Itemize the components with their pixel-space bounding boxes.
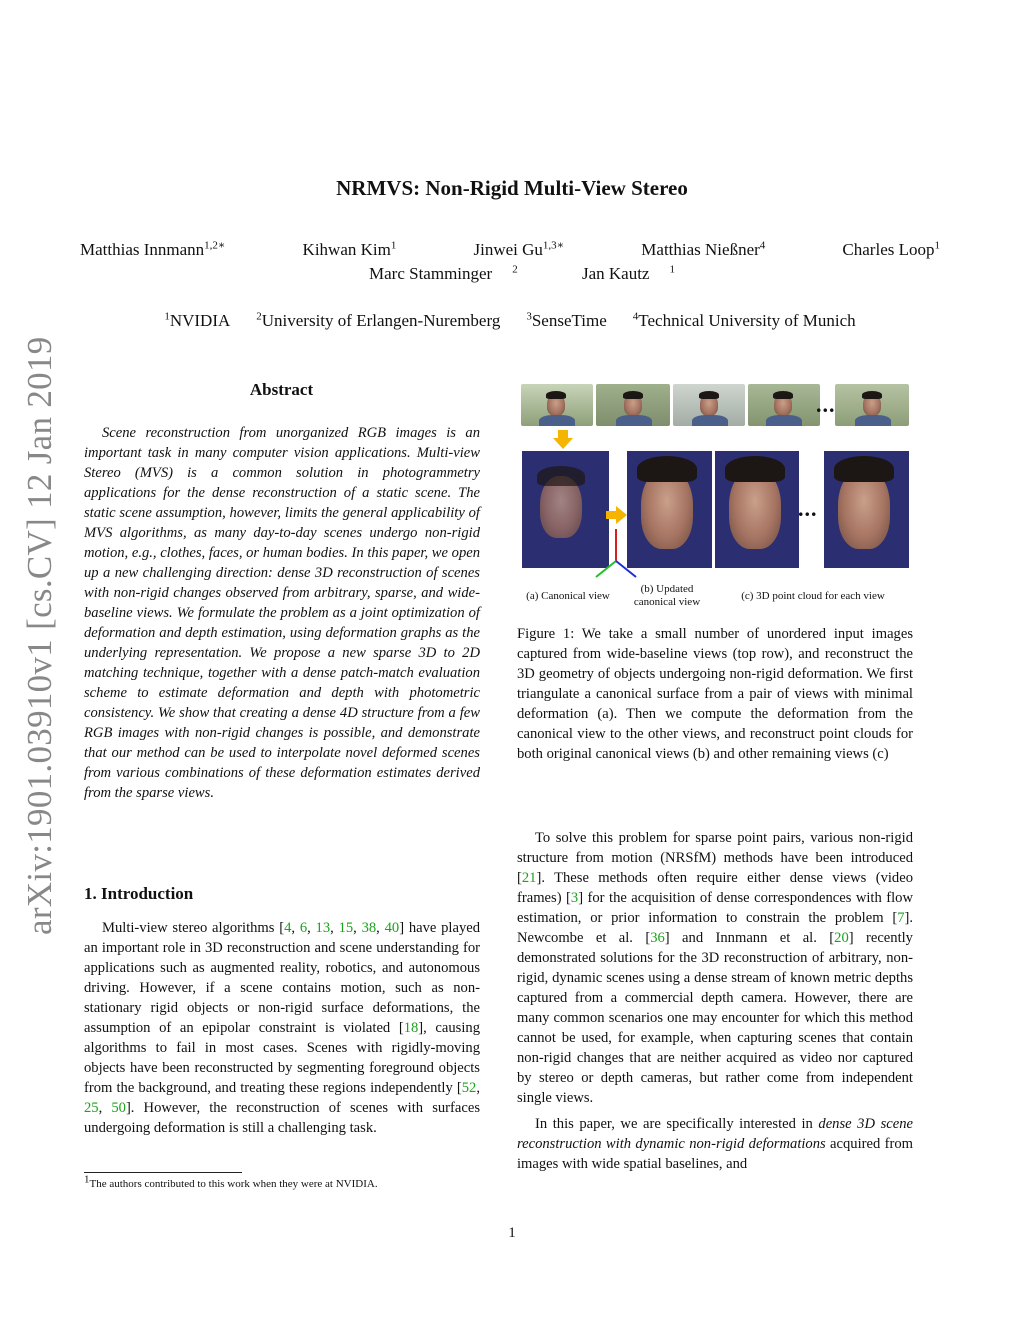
citation-link[interactable]: 7 [897, 910, 905, 926]
footnote-rule [84, 1172, 242, 1173]
citation-link[interactable]: 13 [315, 920, 331, 936]
citation-link[interactable]: 36 [650, 930, 665, 946]
input-image-thumbnail [673, 384, 745, 426]
author: Matthias Innmann$^{1,2∗}$ [80, 239, 226, 259]
ellipsis: ... [798, 496, 818, 521]
citation-link[interactable]: 25 [84, 1100, 99, 1116]
author: Charles Loop$^1$ [842, 239, 940, 259]
figure-caption: Figure 1: We take a small number of unordered input images captured from wide-baseline views (top row), and reconstruct the 3D geometry of objects undergoing non-rigid deformation. We first triangulate a canonical surface from a pair of views with minimal deformation (a). Then we compute the deformation from the canonical view to the other views, and reconstruct point clouds for both original canonical views (b) and other remaining views (c) [517, 626, 913, 762]
citation-link[interactable]: 20 [834, 930, 849, 946]
view-pointcloud [824, 451, 909, 568]
citation-link[interactable]: 4 [284, 920, 292, 936]
affiliation: $^2$University of Erlangen-Nuremberg [256, 310, 501, 330]
author: Marc Stamminger $^2$ [369, 263, 518, 283]
affiliation: $^4$Technical University of Munich [632, 310, 856, 330]
figure-label-c: (c) 3D point cloud for each view [741, 590, 885, 602]
right-arrow-icon [606, 506, 628, 524]
citation-link[interactable]: 21 [521, 870, 537, 886]
citation-link[interactable]: 6 [299, 920, 308, 936]
citation-link[interactable]: 40 [384, 920, 400, 936]
author-list-row2 [0, 264, 1024, 284]
abstract-text: Scene reconstruction from unorganized RGB images is an important task in many computer vision applications. Multi-view Stereo (MVS) is a common solution in photogrammetry applications for the dense reconstruction of a static scene. The static scene assumption, however, limits the general applicability of MVS algorithms, as many day-to-day scenes undergo non-rigid motion, e.g., clothes, faces, or human bodies. In this paper, we open up a new challenging direction: dense 3D reconstruction of scenes with non-rigid changes observed from arbitrary, sparse, and wide-baseline views. We formulate the problem as a joint optimization of deformation and depth estimation, using deformation graphs as the underlying representation. We propose a new sparse 3D to 2D matching technique, together with a dense patch-match evaluation scheme to estimate deformation and depth with photometric consistency. We show that creating a dense 4D structure from a few RGB images with non-rigid changes is possible, and demonstrate that our method can be used to interpolate novel deformed scenes from various combinations of these deformation estimates derived from the sparse views. [84, 425, 481, 801]
affiliations [80, 311, 940, 331]
ellipsis: ... [816, 392, 836, 417]
footnote: $^1$The authors contributed to this work when they were at NVIDIA. [84, 1173, 378, 1190]
affiliation: $^1$NVIDIA [164, 310, 231, 330]
citation-link[interactable]: 38 [361, 920, 377, 936]
author: Jan Kautz $^1$ [581, 263, 675, 283]
citation-link[interactable]: 18 [403, 1020, 419, 1036]
input-image-thumbnail [835, 384, 909, 426]
page-number: 1 [508, 1225, 516, 1241]
citation-link[interactable]: 15 [338, 920, 354, 936]
abstract-heading: Abstract [249, 380, 314, 399]
section-heading-introduction: 1. Introduction [84, 884, 194, 903]
author: Jinwei $Gu^{1,3∗}$ [473, 239, 565, 259]
figure-label-b: (b) Updated canonical view [633, 583, 701, 608]
affiliation: $^3$SenseTime [526, 310, 607, 330]
updated-canonical-pointcloud [627, 451, 712, 568]
input-image-thumbnail [748, 384, 820, 426]
view-pointcloud [715, 451, 799, 568]
input-image-thumbnail [596, 384, 670, 426]
author: Matthias Nießner$^4$ [641, 239, 766, 259]
citation-link[interactable]: 52 [461, 1080, 477, 1096]
arxiv-stamp: arXiv:1901.03910v1 [cs.CV] 12 Jan 2019 [20, 336, 59, 935]
down-arrow-icon [553, 430, 573, 450]
input-image-thumbnail [521, 384, 593, 426]
intro-paragraph: Multi-view stereo algorithms [4, 6, 13, 15, 38, 40] have played an important role in 3D reconstruction and scene understanding for applications such as augmented reality, robotics, and autonomous driving. However, if a scene contains motion, such as non-stationary rigid objects or non-rigid surface deformations, the assumption of an epipolar constraint is violated [18], causing algorithms to fail in most cases. Scenes with rigidly-moving objects have been reconstructed by segmenting foreground objects from the background, and treating these regions independently [52, 25, 50]. However, the reconstruction of scenes with surfaces undergoing deformation is still a challenging task. [84, 920, 481, 1136]
author-list-row1 [80, 240, 940, 260]
citation-link[interactable]: 50 [111, 1100, 126, 1116]
paper-title: NRMVS: Non-Rigid Multi-View Stereo [336, 176, 688, 200]
figure-label-a: (a) Canonical view [526, 590, 610, 602]
intro-paragraph-continued: To solve this problem for sparse point pairs, various non-rigid structure from motion (NRSfM) methods have been introduced [21]. These methods often require either dense views (video frames) [3] for the acquisition of dense correspondences with flow estimation, or prior information to constrain the problem [7]. Newcombe et al. [36] and Innmann et al. [20] recently demonstrated solutions for the 3D reconstruction of arbitrary, non-rigid, dynamic scenes using a dense stream of known metric depths captured from a commercial depth camera. However, there are many common scenarios one may encounter for which this method cannot be used, for example, when capturing scenes that contain non-rigid changes that are neither acquired as video nor captured by stereo or depth cameras, but rather come from independent single views. In this paper, we are specifically interested in dense 3D scene reconstruction with dynamic non-rigid deformations acquired from images with wide spatial baselines, and [517, 830, 914, 1172]
author: Kihwan Kim$^1$ [302, 239, 397, 259]
citation-link[interactable]: 3 [570, 890, 579, 906]
